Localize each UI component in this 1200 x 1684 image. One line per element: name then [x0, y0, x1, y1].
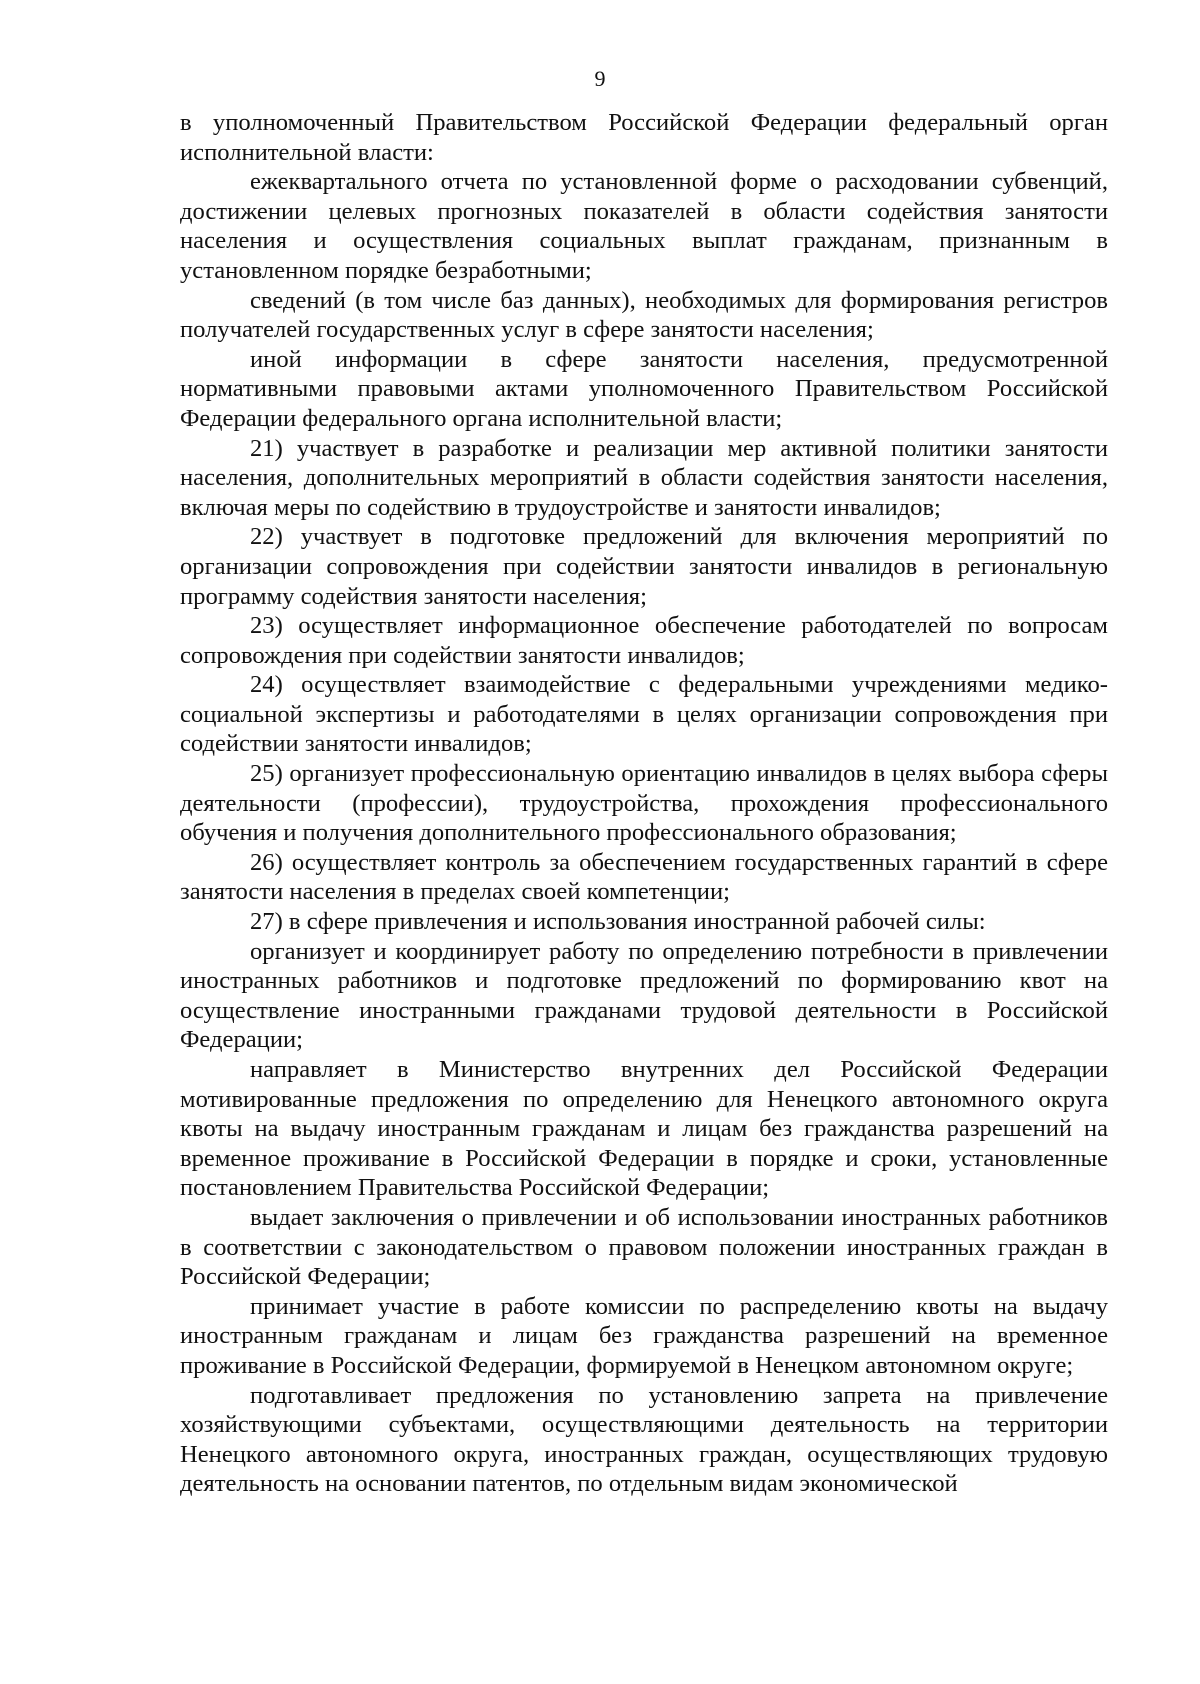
paragraph: 25) организует профессиональную ориентацию инвалидов в целях выбора сферы деятельности (профессии), трудоустройства, прохождения профессионального обучения и получения дополнительного профессионального образования;: [180, 760, 1108, 847]
paragraph: иной информации в сфере занятости населения, предусмотренной нормативными правовыми актами уполномоченного Правительством Российской Федерации федерального органа исполнительной власти;: [180, 345, 1108, 432]
paragraph: принимает участие в работе комиссии по распределению квоты на выдачу иностранным гражданам и лицам без гражданства разрешений на временное проживание в Российской Федерации, формируемой в Ненецком автономном округе;: [180, 1292, 1108, 1379]
paragraph: в уполномоченный Правительством Российской Федерации федеральный орган исполнительной власти:: [180, 109, 1108, 166]
paragraph: направляет в Министерство внутренних дел Российской Федерации мотивированные предложения по определению для Ненецкого автономного округа квоты на выдачу иностранным гражданам и лицам без гражданства разрешений на временное проживание в Российской Федерации в порядке и сроки, установленные постановлением Правительства Российской Федерации;: [180, 1056, 1108, 1202]
paragraph: 27) в сфере привлечения и использования иностранной рабочей силы:: [250, 908, 986, 936]
paragraph: организует и координирует работу по определению потребности в привлечении иностранных работников и подготовке предложений по формированию квот на осуществление иностранными гражданами трудовой деятельности в Российской Федерации;: [180, 937, 1108, 1054]
paragraph: 21) участвует в разработке и реализации мер активной политики занятости населения, дополнительных мероприятий в области содействия занятости населения, включая меры по содействию в трудоустройстве и занятости инвалидов;: [180, 434, 1108, 521]
paragraph: 23) осуществляет информационное обеспечение работодателей по вопросам сопровождения при содействии занятости инвалидов;: [180, 612, 1108, 669]
paragraph: подготавливает предложения по установлению запрета на привлечение хозяйствующими субъектами, осуществляющими деятельность на территории Ненецкого автономного округа, иностранных граждан, осуществляющих трудовую деятельность на основании патентов, по отдельным видам экономической: [180, 1381, 1108, 1498]
paragraph: 24) осуществляет взаимодействие с федеральными учреждениями медико-социальной экспертизы и работодателями в целях организации сопровождения при содействии занятости инвалидов;: [180, 671, 1108, 758]
document-body: [180, 108, 1108, 1499]
paragraph: ежеквартального отчета по установленной форме о расходовании субвенций, достижении целевых прогнозных показателей в области содействия занятости населения и осуществления социальных выплат гражданам, признанным в установленном порядке безработными;: [180, 168, 1108, 284]
paragraph: 26) осуществляет контроль за обеспечением государственных гарантий в сфере занятости населения в пределах своей компетенции;: [180, 848, 1108, 906]
paragraph: 22) участвует в подготовке предложений для включения мероприятий по организации сопровождения при содействии занятости инвалидов в региональную программу содействия занятости населения;: [180, 523, 1108, 610]
paragraph: выдает заключения о привлечении и об использовании иностранных работников в соответствии с законодательством о правовом положении иностранных граждан в Российской Федерации;: [180, 1203, 1108, 1291]
paragraph: сведений (в том числе баз данных), необходимых для формирования регистров получателей государственных услуг в сфере занятости населения;: [180, 286, 1108, 344]
page-number: 9: [594, 66, 606, 91]
